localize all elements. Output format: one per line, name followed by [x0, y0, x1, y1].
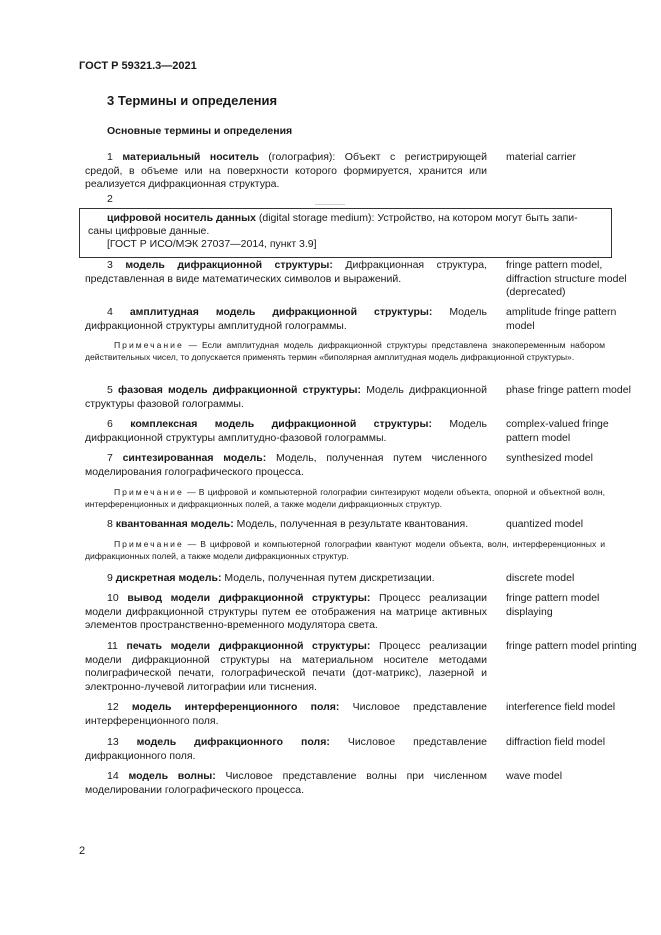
term-name: печать модели дифракционной структуры: [126, 640, 371, 652]
english-equivalent-11: fringe pattern model printing [506, 640, 637, 652]
entry-number: 6 [107, 418, 113, 430]
entry-number: 10 [107, 592, 119, 604]
term-definition: Дифракционная структура, представленная в виде математических символов и выражений. [85, 259, 487, 285]
entry-number: 12 [107, 701, 119, 713]
note-4 [85, 339, 605, 363]
boxed-term [79, 208, 612, 258]
note-label: Примечание [114, 539, 184, 549]
term-name: дискретная модель: [115, 572, 222, 584]
term-name: фазовая модель дифракционной структуры: [118, 384, 361, 396]
term-definition: Модель, полученная путем численного моделирования голографического процесса. [85, 452, 487, 478]
term-name: синтезированная модель: [122, 452, 267, 464]
term-name: модель интерференционного поля: [131, 701, 340, 713]
entry-number: 1 [107, 151, 113, 163]
subsection-title: Основные термины и определения [107, 125, 293, 137]
term-definition: Числовое представление дифракционного поля. [85, 736, 487, 762]
entry-number: 9 [107, 572, 113, 584]
term-entry-10 [85, 592, 487, 633]
term-name: комплексная модель дифракционной структуры: [130, 418, 432, 430]
english-equivalent-9: discrete model [506, 572, 575, 584]
english-equivalent-14: wave model [506, 770, 563, 782]
term-definition: (голография): Объект с регистрирующей средой, в объеме или на поверхности которого формируется, хранится или реализуется дифракционная структура. [85, 151, 487, 190]
term-entry-11 [85, 640, 487, 694]
english-equivalent-12: interference field model [506, 701, 616, 713]
term-name: вывод модели дифракционной структуры: [127, 592, 371, 604]
term-entry-1 [85, 151, 487, 192]
box-line-1 [107, 212, 607, 225]
entry-number: 7 [107, 452, 113, 464]
term-name: модель дифракционного поля: [136, 736, 330, 748]
term-name: модель дифракционной структуры: [125, 259, 333, 271]
term-entry-9 [85, 572, 487, 586]
note-label: Примечание [114, 340, 184, 350]
english-equivalent-13: diffraction field model [506, 736, 606, 748]
english-equivalent-10: fringe pattern model displaying [506, 592, 600, 618]
entry-number: 3 [107, 259, 113, 271]
note-label: Примечание [114, 487, 184, 497]
term-definition: Модель дифракционной структуры фазовой голограммы. [85, 384, 487, 410]
term-definition: Модель дифракционной структуры амплитудно-фазовой голограммы. [85, 418, 488, 444]
box-definition: (digital storage medium): Устройство, на котором могут быть запи- [255, 212, 578, 224]
note-text: — Если амплитудная модель дифракционной структуры представлена знакопеременным набором действительных чисел, то допускается применять термин «биполярная амплитудная модель дифракционной структуры». [85, 340, 605, 362]
english-equivalent-5: phase fringe pattern model [506, 384, 631, 396]
term-entry-4 [85, 306, 487, 333]
term-entry-5 [85, 384, 487, 411]
term-entry-13 [85, 736, 487, 763]
section-title: 3 Термины и определения [107, 93, 278, 108]
english-equivalent-6: complex-valued fringe pattern model [506, 418, 609, 444]
term-entry-8 [85, 518, 487, 532]
term-entry-14 [85, 770, 487, 797]
term-name: квантованная модель: [115, 518, 234, 530]
term-entry-7 [85, 452, 487, 479]
term-definition: Числовое представление интерференционного поля. [85, 701, 487, 727]
entry-number-2: 2 [107, 193, 113, 205]
term-definition: Модель, полученная путем дискретизации. [221, 572, 435, 584]
term-definition: Модель дифракционной структуры амплитудной голограммы. [85, 306, 488, 332]
faint-mark [315, 204, 345, 205]
english-equivalent-3: fringe pattern model, diffraction structure model (deprecated) [506, 259, 627, 298]
english-equivalent-4: amplitude fringe pattern model [506, 306, 617, 332]
term-definition: Числовое представление волны при численном моделировании голографического процесса. [85, 770, 487, 796]
entry-number: 8 [107, 518, 113, 530]
document-header: ГОСТ Р 59321.3—2021 [79, 60, 197, 72]
term-definition: Процесс реализации модели дифракционной структуры на материальном носителе методами полиграфической печати, голографической печати (дот-матрикс), лазерной и электронно-лучевой литографии или тиснения. [85, 640, 487, 693]
term-name: материальный носитель [122, 151, 259, 163]
entry-number: 14 [107, 770, 119, 782]
term-name: модель волны: [128, 770, 216, 782]
page-number: 2 [79, 845, 86, 857]
box-reference: [ГОСТ Р ИСО/МЭК 27037—2014, пункт 3.9] [107, 238, 317, 250]
entry-number: 4 [107, 306, 113, 318]
box-term-name: цифровой носитель данных [107, 212, 256, 224]
note-text: — В цифровой и компьютерной голографии синтезируют модели объекта, опорной и объектной волн, интерференционных и дифракционных полей, а также модели дифракционных структур. [85, 487, 605, 509]
english-equivalent-7: synthesized model [506, 452, 593, 464]
term-entry-6 [85, 418, 487, 445]
note-7 [85, 486, 605, 510]
entry-number: 13 [107, 736, 119, 748]
note-text: — В цифровой и компьютерной голографии квантуют модели объекта, волн, интерференционных и дифракционных полей, а также модели дифракционных структур. [85, 539, 605, 561]
box-line-2: саны цифровые данные. [88, 225, 210, 237]
english-equivalent-1: material carrier [506, 151, 577, 163]
term-entry-3 [85, 259, 487, 286]
term-definition: Модель, полученная в результате квантования. [233, 518, 469, 530]
entry-number: 5 [107, 384, 113, 396]
term-definition: Процесс реализации модели дифракционной структуры путем ее отображения на матрице активных элементов пространственно-временного модулятора света. [85, 592, 487, 631]
term-name: амплитудная модель дифракционной структуры: [129, 306, 433, 318]
english-equivalent-8: quantized model [506, 518, 584, 530]
entry-number: 11 [107, 640, 118, 652]
note-8 [85, 538, 605, 562]
term-entry-12 [85, 701, 487, 728]
